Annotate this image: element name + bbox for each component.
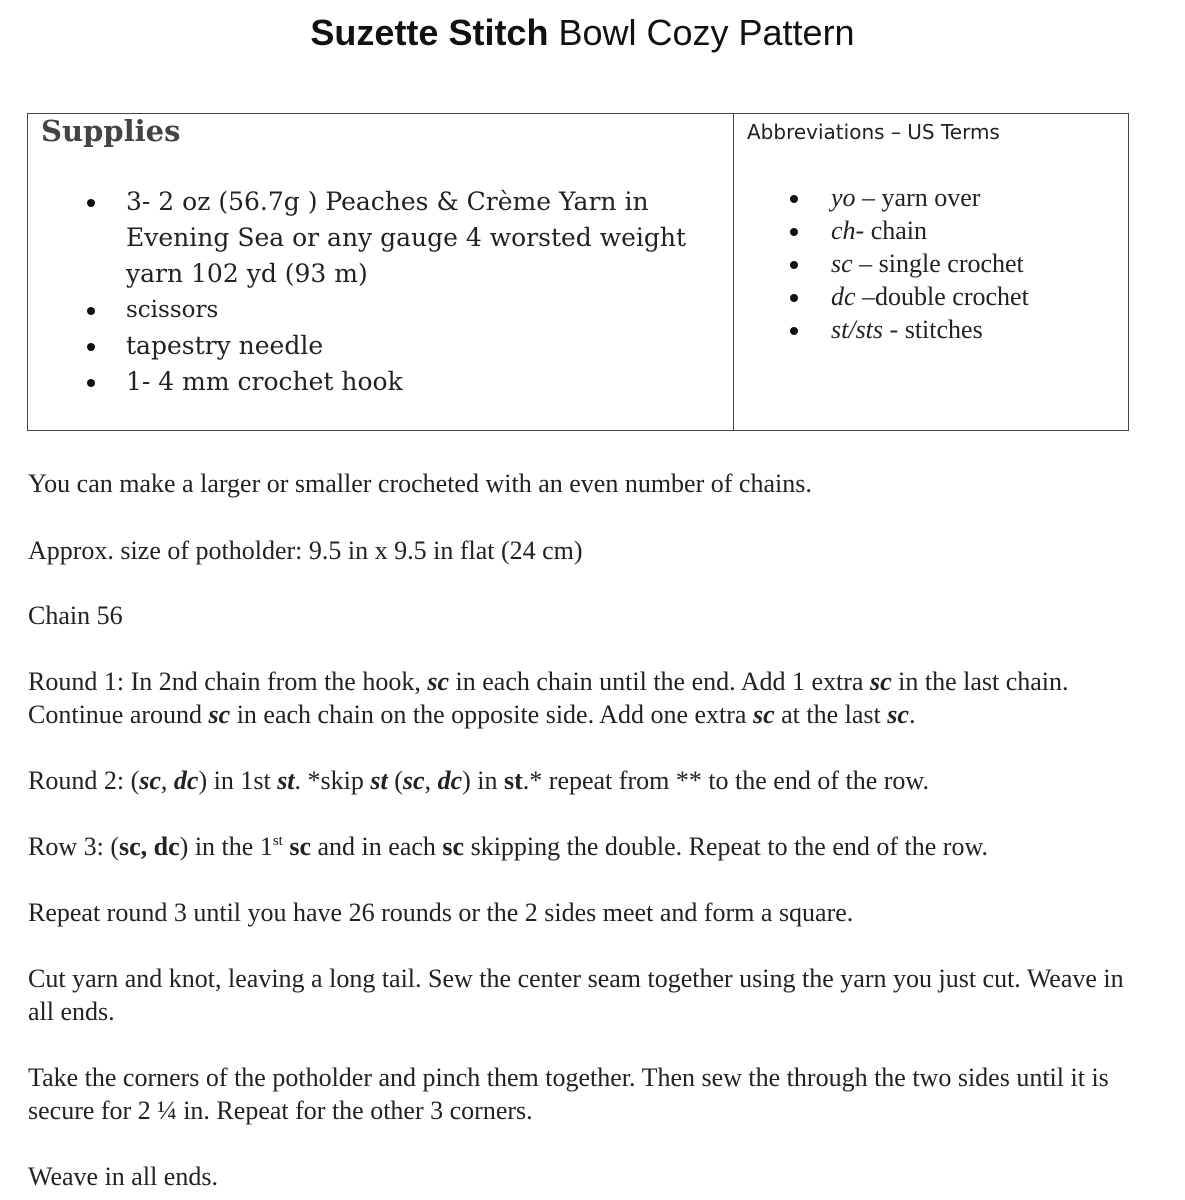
bullet-icon	[790, 294, 798, 302]
corners-text: Take the corners of the potholder and pinch them together. Then sew the through the two sides until it is secure for 2 ¼ in. Repeat for the other 3 corners.	[28, 1063, 1109, 1125]
list-item: sc – single crochet	[734, 247, 1029, 280]
round1-text: Round 1: In 2nd chain from the hook, sc in each chain until the end. Add 1 extra sc in the last chain. Continue around sc in each chain on the opposite side. Add one extra sc at the last sc.	[28, 667, 1069, 729]
repeat-text: Repeat round 3 until you have 26 rounds or the 2 sides meet and form a square.	[28, 898, 854, 927]
bullet-icon	[87, 379, 95, 387]
abbreviations-list	[734, 181, 1029, 346]
list-item: 3- 2 oz (56.7g ) Peaches & Crème Yarn in Evening Sea or any gauge 4 worsted weight yarn 102 yd (93 m)	[28, 184, 708, 292]
intro-text: You can make a larger or smaller crocheted with an even number of chains.	[28, 469, 812, 498]
abbreviations-heading: Abbreviations – US Terms	[747, 120, 1000, 144]
list-item: st/sts - stitches	[734, 313, 1029, 346]
list-item: dc –double crochet	[734, 280, 1029, 313]
bullet-icon	[87, 343, 95, 351]
list-item: yo – yarn over	[734, 181, 1029, 214]
weave-text: Weave in all ends.	[28, 1162, 218, 1191]
bullet-icon	[790, 228, 798, 236]
title-bold: Suzette Stitch	[310, 12, 549, 53]
bullet-icon	[790, 327, 798, 335]
round2-text: Round 2: (sc, dc) in 1st st. *skip st (sc, dc) in st.* repeat from ** to the end of the row.	[28, 766, 930, 795]
abbreviations-cell	[734, 114, 1128, 430]
bullet-icon	[790, 261, 798, 269]
bullet-icon	[790, 195, 798, 203]
supplies-list	[28, 184, 708, 400]
list-item: tapestry needle	[28, 328, 708, 364]
cut-text: Cut yarn and knot, leaving a long tail. Sew the center seam together using the yarn you just cut. Weave in all ends.	[28, 964, 1124, 1026]
page-title	[0, 12, 1165, 54]
bullet-icon	[87, 307, 95, 315]
list-item: scissors	[28, 292, 708, 328]
supplies-heading: Supplies	[41, 114, 181, 148]
title-rest: Bowl Cozy Pattern	[548, 12, 855, 53]
list-item: 1- 4 mm crochet hook	[28, 364, 708, 400]
bullet-icon	[87, 199, 95, 207]
info-table	[27, 113, 1129, 431]
size-text: Approx. size of potholder: 9.5 in x 9.5 in flat (24 cm)	[28, 536, 583, 565]
supplies-cell	[28, 114, 734, 430]
row3-text: Row 3: (sc, dc) in the 1st sc and in each sc skipping the double. Repeat to the end of the row.	[28, 832, 989, 861]
list-item: ch- chain	[734, 214, 1029, 247]
chain-text: Chain 56	[28, 601, 123, 630]
